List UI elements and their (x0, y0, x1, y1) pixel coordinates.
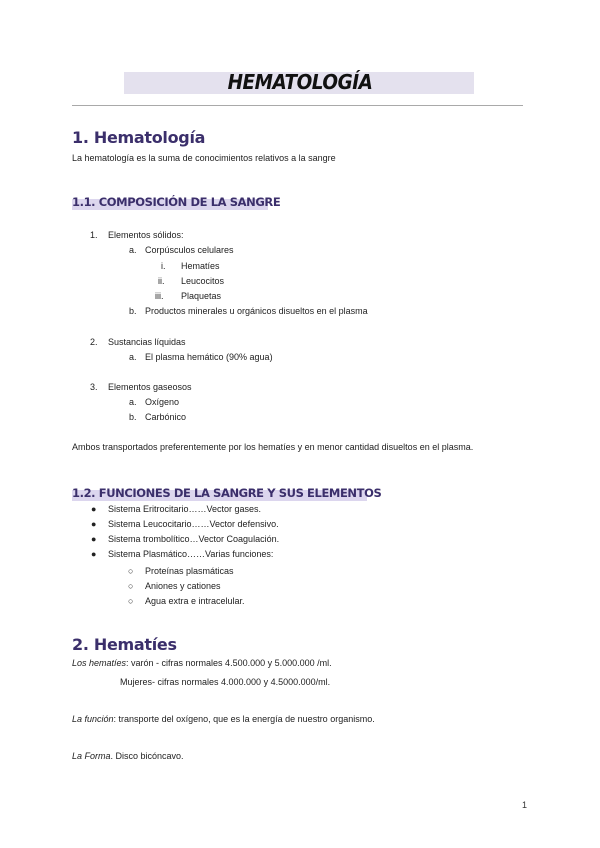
section-1-1-note: Ambos transportados preferentemente por los hematíes y en menor cantidad disueltos en el plasma. (72, 442, 474, 452)
bullet-icon: ● (91, 534, 97, 544)
forma-paragraph (72, 751, 184, 761)
list-item: El plasma hemático (90% agua) (145, 352, 273, 362)
list-item: Sistema Leucocitario……Vector defensivo. (108, 519, 279, 529)
section-heading-2: 2. Hematíes (72, 635, 177, 654)
bullet-icon: ● (91, 504, 97, 514)
page-number: 1 (522, 800, 528, 810)
list-item: Plaquetas (181, 291, 222, 301)
section-1-intro: La hematología es la suma de conocimientos relativos a la sangre (72, 153, 336, 163)
list-roman: i. (161, 261, 166, 271)
paragraph-text: : transporte del oxígeno, que es la energía de nuestro organismo. (113, 714, 375, 724)
section-heading-1: 1. Hematología (72, 128, 206, 147)
paragraph-label: Los hematíes (72, 658, 127, 668)
list-item: Elementos sólidos: (108, 230, 184, 240)
list-number: 1. (90, 230, 98, 240)
list-item: Aniones y cationes (145, 581, 221, 591)
list-letter: a. (129, 397, 137, 407)
section-heading-1-2: 1.2. FUNCIONES DE LA SANGRE Y SUS ELEMENTOS (72, 486, 382, 500)
list-item: Agua extra e intracelular. (145, 596, 245, 606)
bullet-icon: ● (91, 549, 97, 559)
list-item: Proteínas plasmáticas (145, 566, 234, 576)
list-item: Hematíes (181, 261, 220, 271)
sub-bullet-icon: ○ (128, 596, 134, 606)
page-title: HEMATOLOGÍA (227, 70, 373, 94)
bullet-icon: ● (91, 519, 97, 529)
title-divider (72, 105, 523, 106)
list-number: 3. (90, 382, 98, 392)
sub-bullet-icon: ○ (128, 566, 134, 576)
hematies-paragraph (72, 658, 332, 668)
paragraph-label: La Forma (72, 751, 111, 761)
list-letter: b. (129, 412, 137, 422)
sub-bullet-icon: ○ (128, 581, 134, 591)
funcion-paragraph (72, 714, 375, 724)
list-item: Corpúsculos celulares (145, 245, 234, 255)
list-item: Oxígeno (145, 397, 180, 407)
list-item: Sistema Plasmático……Varias funciones: (108, 549, 274, 559)
list-letter: a. (129, 245, 137, 255)
section-heading-1-1: 1.1. COMPOSICIÓN DE LA SANGRE (72, 195, 281, 209)
list-item: Leucocitos (181, 276, 225, 286)
paragraph-text: : varón - cifras normales 4.500.000 y 5.000.000 /ml. (126, 658, 332, 668)
list-item: Sustancias líquidas (108, 337, 186, 347)
list-roman: ii. (158, 276, 165, 286)
hematies-paragraph-line2: Mujeres- cifras normales 4.000.000 y 4.5000.000/ml. (120, 677, 331, 687)
list-roman: iii. (155, 291, 164, 301)
list-item: Sistema Eritrocitario……Vector gases. (108, 504, 262, 514)
paragraph-label: La función (72, 714, 114, 724)
list-letter: b. (129, 306, 137, 316)
list-item: Productos minerales u orgánicos disueltos en el plasma (145, 306, 368, 316)
list-number: 2. (90, 337, 98, 347)
list-letter: a. (129, 352, 137, 362)
list-item: Elementos gaseosos (108, 382, 192, 392)
paragraph-text: . Disco bicóncavo. (110, 751, 184, 761)
list-item: Sistema trombolítico…Vector Coagulación. (108, 534, 280, 544)
list-item: Carbónico (145, 412, 187, 422)
